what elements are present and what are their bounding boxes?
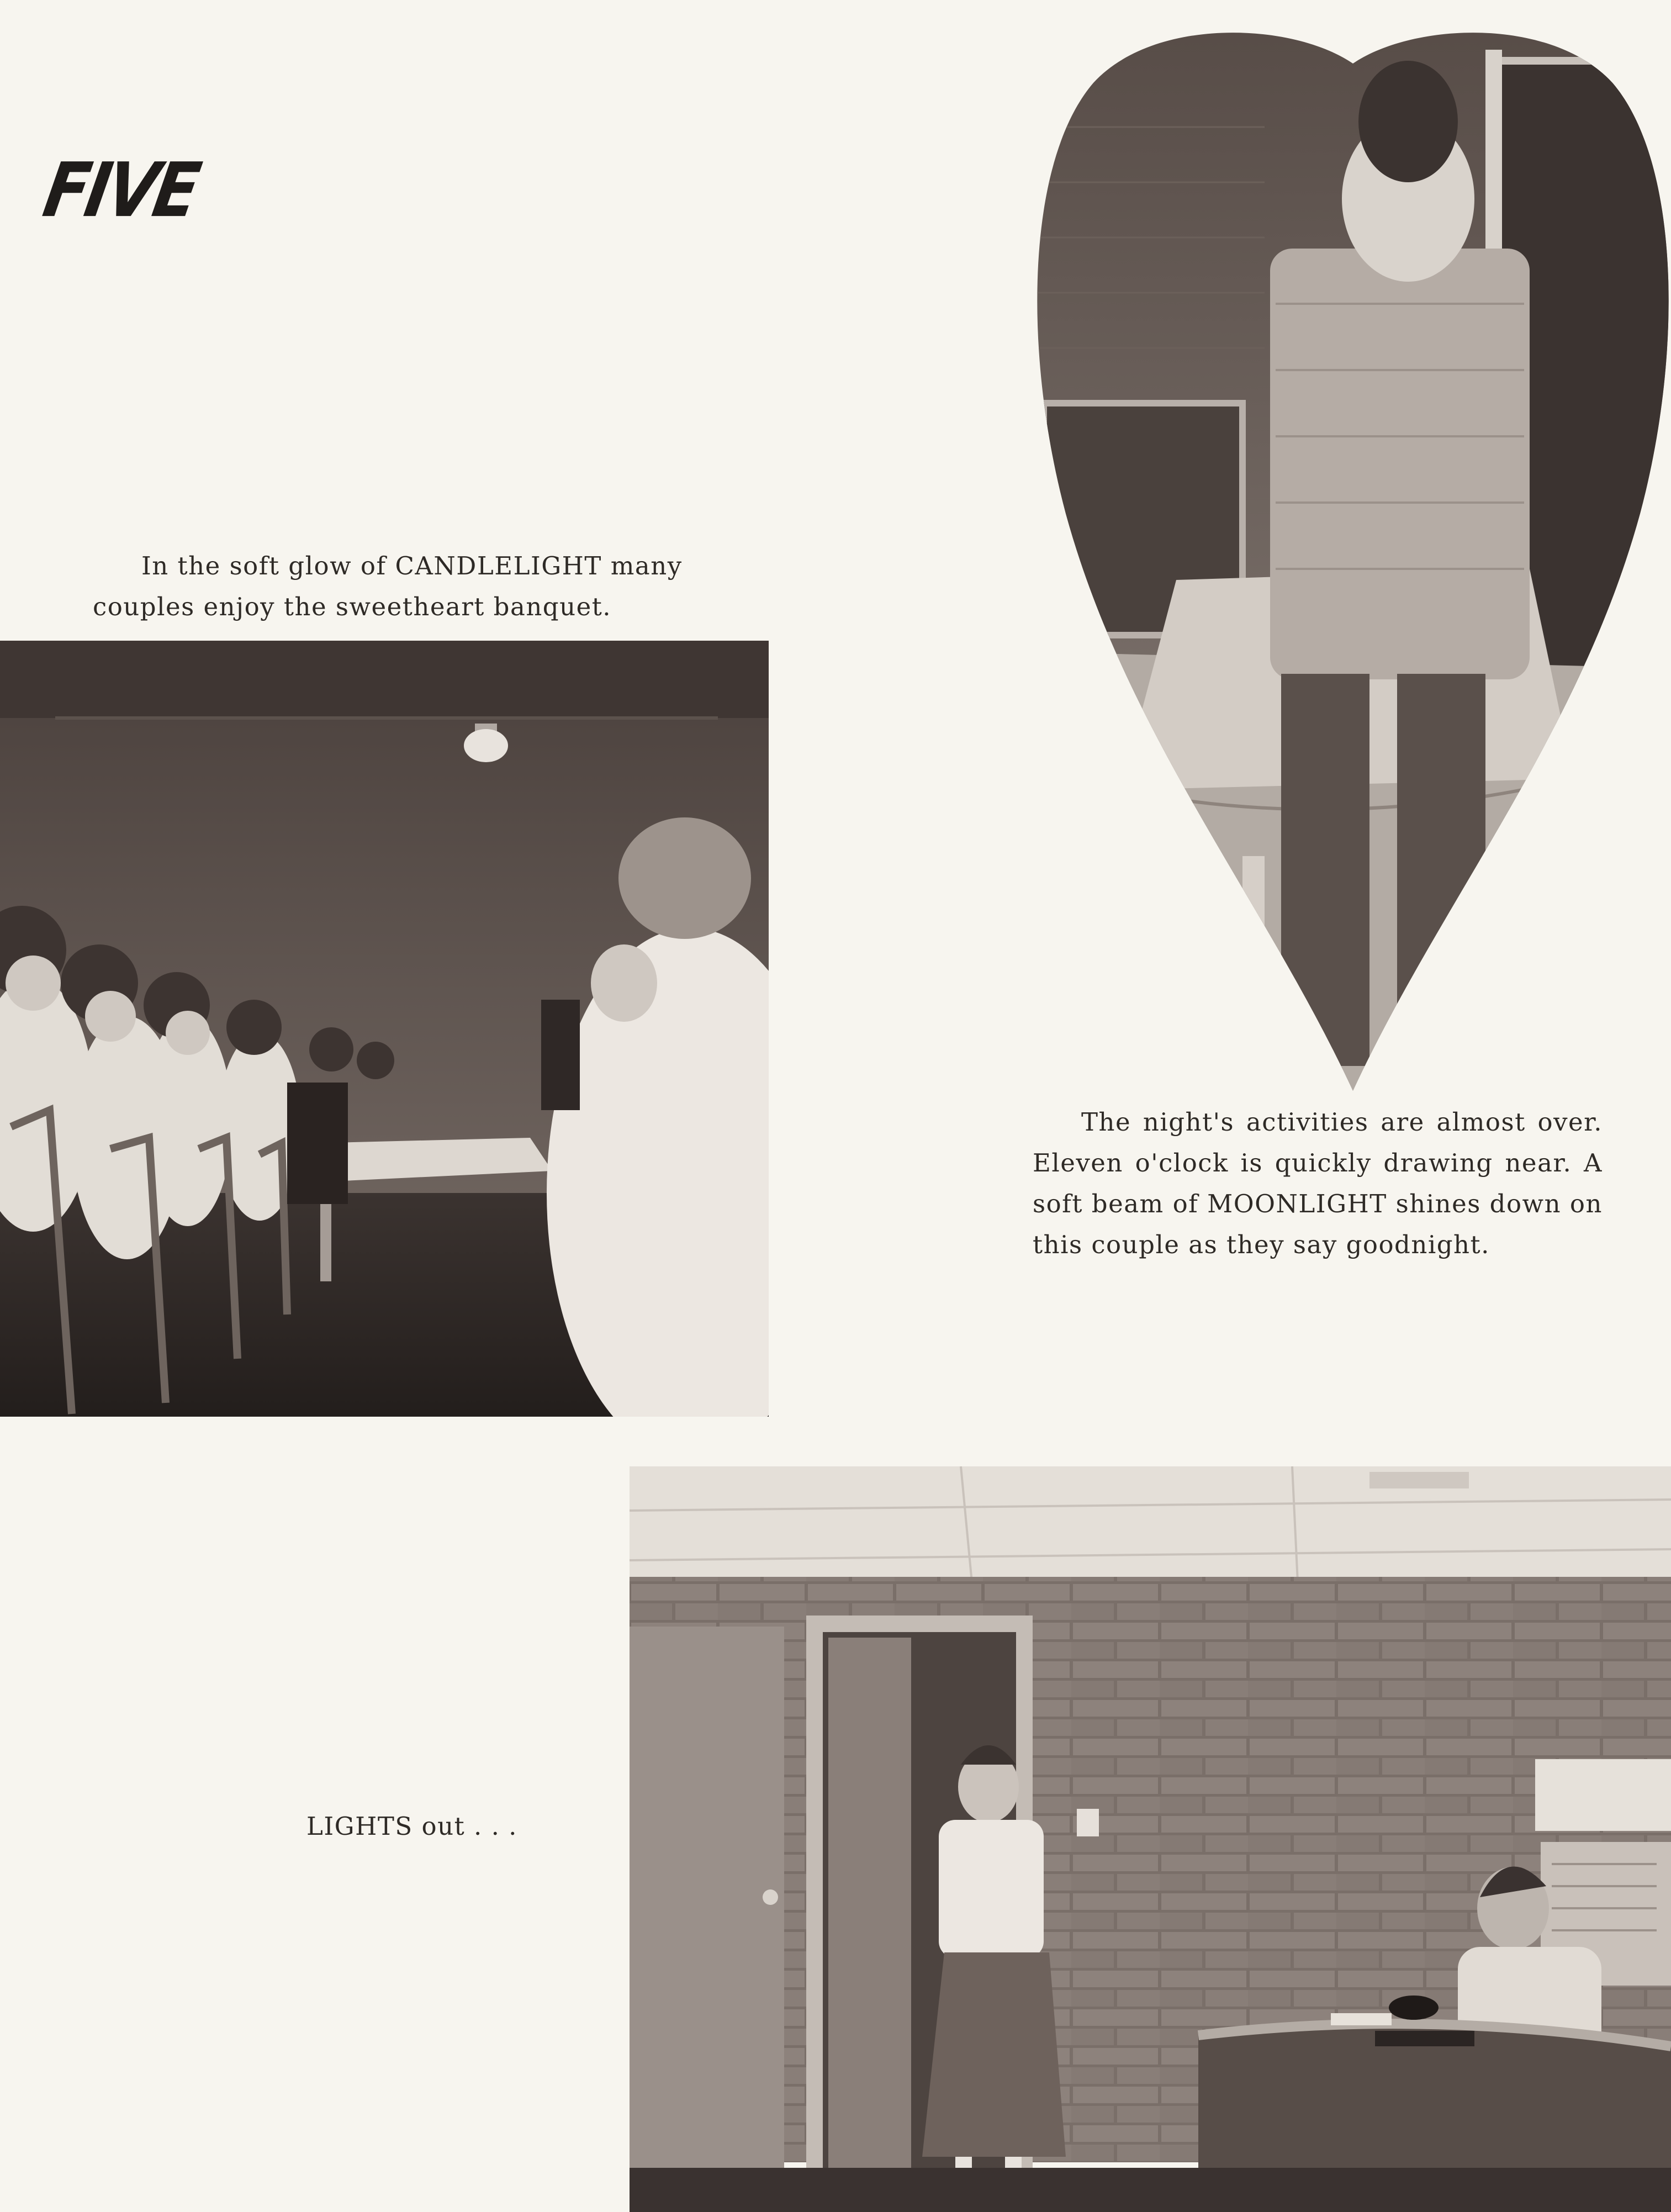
page-heading: FIVE <box>38 146 204 234</box>
caption-candlelight-text: In the soft glow of CANDLELIGHT many couples enjoy the sweetheart banquet. <box>93 551 683 621</box>
caption-moonlight <box>1033 1102 1603 1265</box>
caption-lights-out: LIGHTS out . . . <box>306 1812 517 1841</box>
caption-candlelight <box>93 546 772 627</box>
lights-out-photo <box>630 1466 1671 2212</box>
banquet-photo <box>0 641 769 1417</box>
moonlight-heart-photo <box>1033 17 1671 1091</box>
caption-moonlight-text: The night's activities are almost over. Eleven o'clock is quickly drawing near. A soft beam of MOONLIGHT shines down on this couple as they say goodnight. <box>1033 1107 1603 1259</box>
